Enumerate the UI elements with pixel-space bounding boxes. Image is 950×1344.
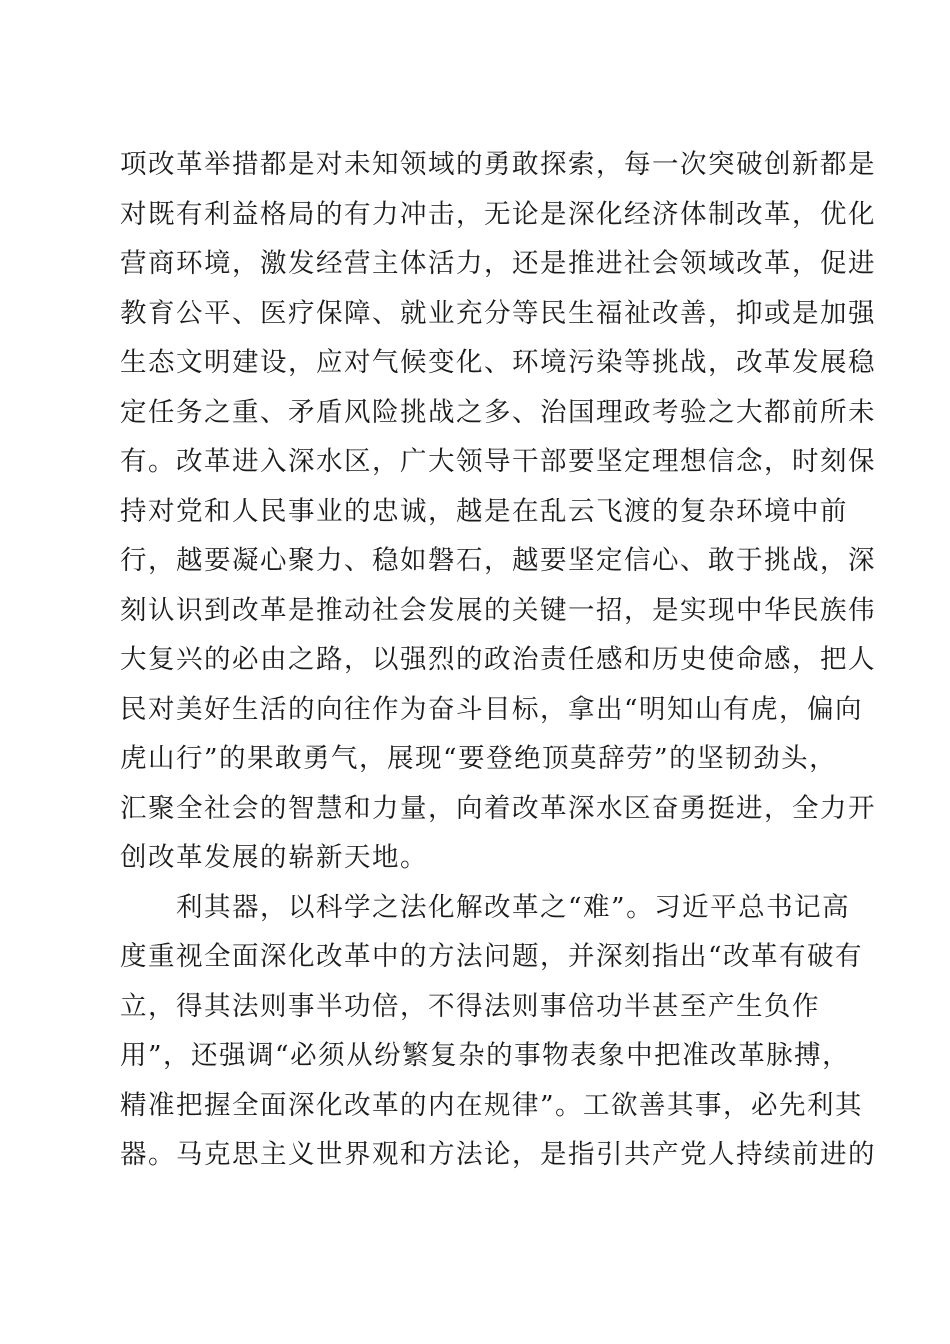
text-line: 持对党和人民事业的忠诚，越是在乱云飞渡的复杂环境中前: [120, 495, 848, 527]
text-line: 生态文明建设，应对气候变化、环境污染等挑战，改革发展稳: [120, 347, 876, 378]
document-body: [120, 140, 876, 1180]
text-line: 度重视全面深化改革中的方法问题，并深刻指出“改革有破有: [120, 941, 864, 972]
text-line: 用”，还强调“必须从纷繁复杂的事物表象中把准改革脉搏，: [120, 1040, 851, 1071]
text-line: 民对美好生活的向往作为奋斗目标，拿出“明知山有虎，偏向: [120, 693, 864, 725]
text-line: 项改革举措都是对未知领域的勇敢探索，每一次突破创新都是: [120, 149, 876, 180]
text-line: 刻认识到改革是推动社会发展的关键一招，是实现中华民族伟: [120, 594, 876, 626]
text-line: 汇聚全社会的智慧和力量，向着改革深水区奋勇挺进，全力开: [120, 792, 876, 824]
text-line: 器。马克思主义世界观和方法论，是指引共产党人持续前进的: [120, 1139, 876, 1170]
text-line: 有。改革进入深水区，广大领导干部要坚定理想信念，时刻保: [120, 446, 876, 477]
text-line: 行，越要凝心聚力、稳如磐石，越要坚定信心、敢于挑战，深: [120, 545, 876, 576]
text-line: 创改革发展的崭新天地。: [120, 842, 428, 873]
text-line: 对既有利益格局的有力冲击，无论是深化经济体制改革，优化: [120, 198, 876, 230]
text-line: 精准把握全面深化改革的内在规律”。工欲善其事，必先利其: [120, 1089, 864, 1121]
text-line: 定任务之重、矛盾风险挑战之多、治国理政考验之大都前所未: [120, 396, 876, 428]
paragraph-2: [120, 883, 876, 1180]
text-line: 营商环境，激发经营主体活力，还是推进社会领域改革，促进: [120, 248, 876, 279]
text-line: 立，得其法则事半功倍，不得法则事倍功半甚至产生负作: [120, 990, 820, 1022]
text-line: 教育公平、医疗保障、就业充分等民生福祉改善，抑或是加强: [120, 297, 876, 329]
text-line: 虎山行”的果敢勇气，展现“要登绝顶莫辞劳”的坚韧劲头，: [120, 743, 838, 774]
paragraph-1: [120, 140, 876, 883]
text-line: 利其器，以科学之法化解改革之“难”。习近平总书记高: [176, 891, 851, 923]
text-line: 大复兴的必由之路，以强烈的政治责任感和历史使命感，把人: [120, 644, 876, 675]
